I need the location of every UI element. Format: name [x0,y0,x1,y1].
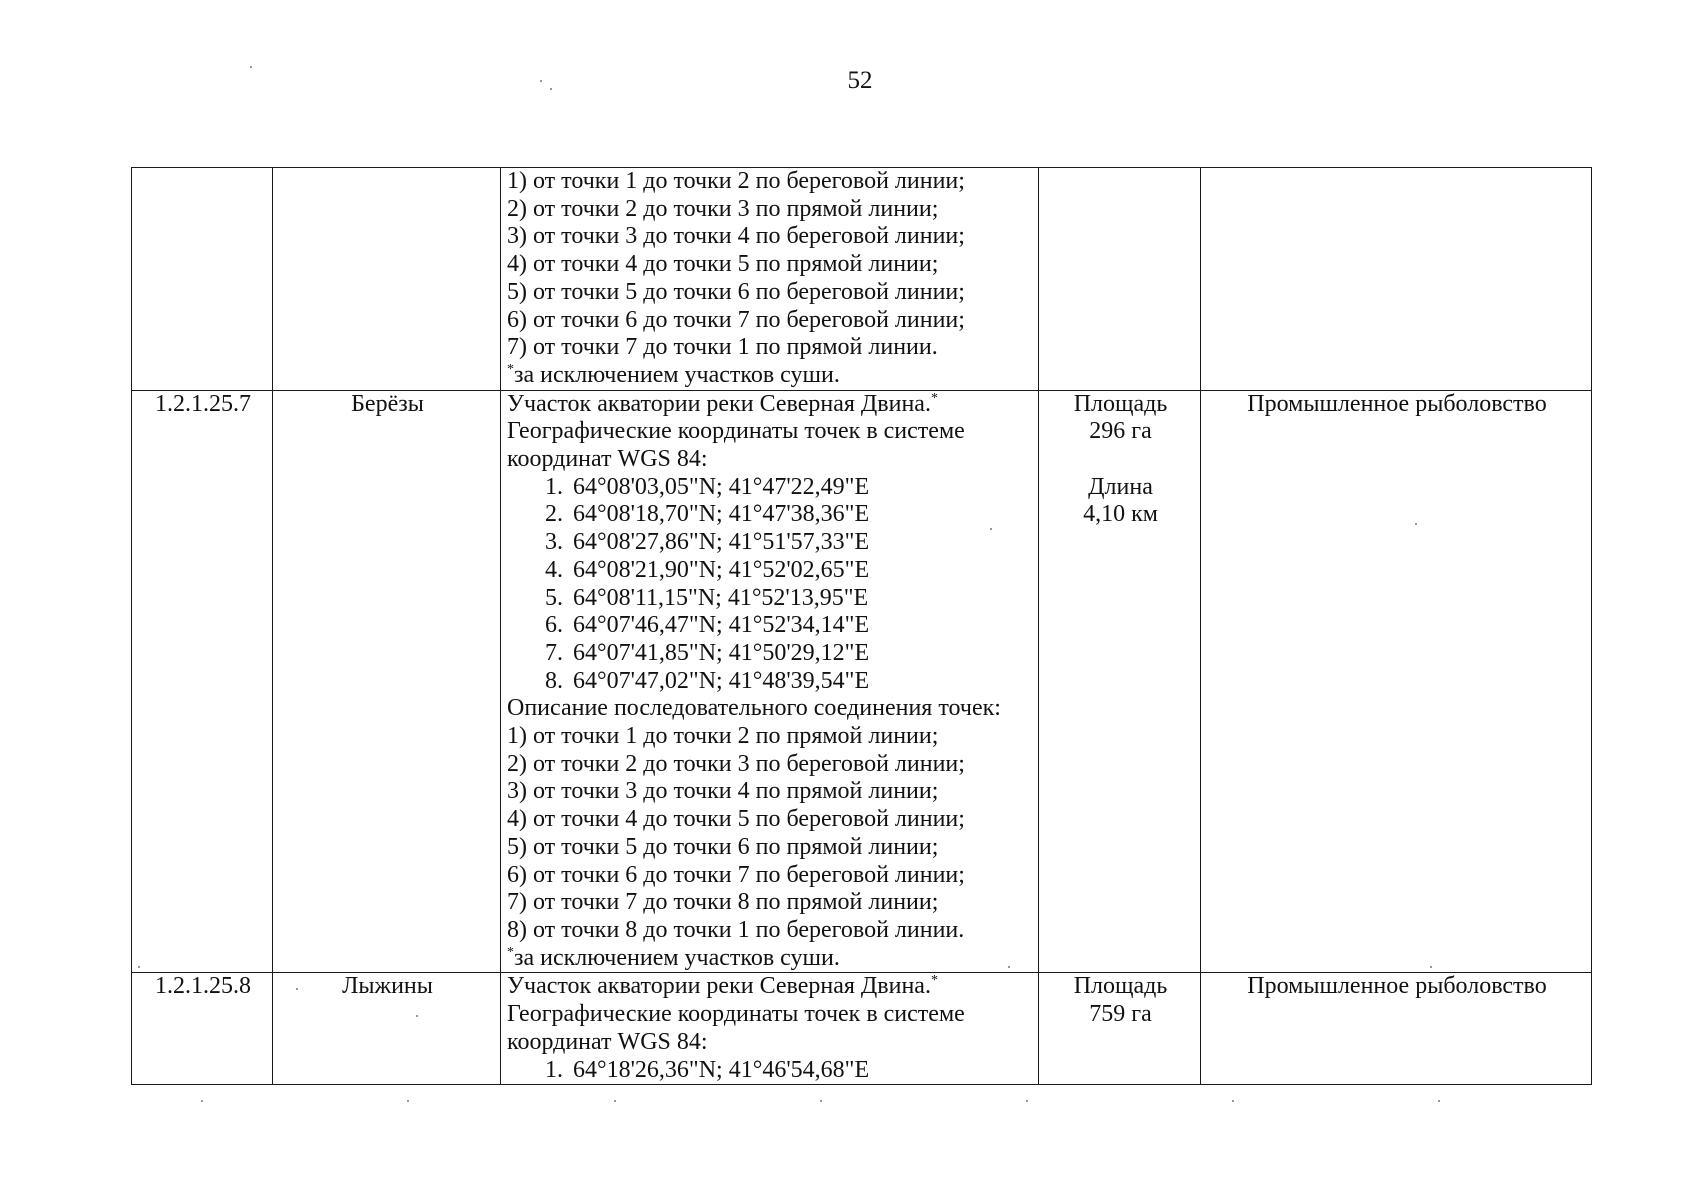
area-code-cell [132,390,273,973]
connection-text: 8) от точки 8 до точки 1 по береговой линии. [507,916,965,943]
connection-item [507,223,1034,251]
fishing-areas-table [131,167,1592,1085]
scan-speck [296,988,298,990]
table-body [132,168,1592,1085]
table-row [132,390,1592,973]
coordinate-item [507,668,1034,696]
connection-text: 7) от точки 7 до точки 8 по прямой линии; [507,889,939,916]
size-cell [1039,390,1201,973]
usage-cell [1201,973,1592,1085]
footnote-text: за исключением участков суши. [514,361,840,388]
scan-speck [1232,1100,1234,1102]
coordinate-value: 64°07'47,02"N; 41°48'39,54"E [573,667,870,694]
area-label: Площадь [1073,390,1168,417]
scan-speck [407,1100,409,1102]
scan-speck [201,1100,203,1102]
footnote-marker: * [930,973,938,989]
area-value: 296 га [1089,418,1152,445]
connection-item [507,334,1034,362]
footnote [507,362,1034,390]
table-row [132,973,1592,1085]
connection-text: 5) от точки 5 до точки 6 по прямой линии; [507,833,939,860]
connection-item [507,307,1034,335]
description-line [507,1029,1034,1057]
connections-title [507,695,1034,723]
area-code: 1.2.1.25.8 [155,973,251,1000]
scan-speck [1438,1100,1440,1102]
coordinate-number: 1. [545,473,563,500]
description-text: Участок акватории реки Северная Двина. [507,390,931,417]
boundary-description-cell [501,168,1039,391]
connection-item [507,778,1034,806]
coordinate-item [507,529,1034,557]
coordinate-number: 6. [545,612,563,639]
description-line [507,418,1034,446]
connection-item [507,168,1034,196]
boundary-description-cell [501,390,1039,973]
connection-text: 7) от точки 7 до точки 1 по прямой линии. [507,334,938,361]
scan-speck [550,88,552,90]
area-label: Площадь [1073,973,1168,1000]
area-name: Лыжины [342,973,433,1000]
description-line [507,446,1034,474]
coordinate-item [507,474,1034,502]
connection-item [507,862,1034,890]
connection-text: 3) от точки 3 до точки 4 по береговой линии; [507,223,965,250]
scan-speck [250,66,252,68]
coordinate-item [507,612,1034,640]
connection-item [507,889,1034,917]
connection-item [507,751,1034,779]
description-text: Географические координаты точек в системе [507,1001,965,1028]
connection-text: 3) от точки 3 до точки 4 по прямой линии; [507,778,939,805]
description-line [507,1001,1034,1029]
connection-text: 6) от точки 6 до точки 7 по береговой линии; [507,861,965,888]
area-name-cell [273,168,501,391]
coordinate-value: 64°18'26,36"N; 41°46'54,68"E [573,1056,870,1083]
connection-text: 1) от точки 1 до точки 2 по береговой линии; [507,168,965,194]
coordinate-number: 4. [545,556,563,583]
connection-text: 2) от точки 2 до точки 3 по прямой линии; [507,195,939,222]
footnote-marker: * [507,361,514,377]
connection-item [507,196,1034,224]
coordinates-list [507,474,1034,696]
footnote-marker: * [930,390,938,406]
scan-speck [820,1100,822,1102]
coordinate-value: 64°07'46,47"N; 41°52'34,14"E [573,612,870,639]
length-value: 4,10 км [1083,501,1158,528]
coordinates-list [507,1057,1034,1085]
connection-text: 4) от точки 4 до точки 5 по прямой линии; [507,251,939,278]
scan-speck [138,966,140,968]
usage-type: Промышленное рыболовство [1247,390,1547,417]
area-name-cell [273,390,501,973]
description-text: Участок акватории реки Северная Двина. [507,973,931,1000]
coordinate-item [507,1057,1034,1085]
description-text: координат WGS 84: [507,1028,708,1055]
table-row [132,168,1592,391]
usage-cell [1201,168,1592,391]
connection-text: 4) от точки 4 до точки 5 по береговой линии; [507,806,965,833]
spacer [1045,446,1196,474]
connection-text: 5) от точки 5 до точки 6 по береговой линии; [507,278,965,305]
coordinate-number: 5. [545,584,563,611]
scan-speck [1415,523,1417,525]
connection-text: 6) от точки 6 до точки 7 по береговой линии; [507,306,965,333]
coordinate-value: 64°08'03,05"N; 41°47'22,49"E [573,473,870,500]
area-name: Берёзы [351,390,424,417]
scan-speck [1026,1100,1028,1102]
area-name-cell [273,973,501,1085]
coordinate-item [507,501,1034,529]
size-cell [1039,168,1201,391]
coordinate-number: 2. [545,501,563,528]
description-text: Географические координаты точек в системе [507,418,965,445]
area-code-cell [132,973,273,1085]
description-line [507,391,1034,419]
area-code-cell [132,168,273,391]
scan-speck [614,1100,616,1102]
coordinate-number: 7. [545,639,563,666]
connection-item [507,251,1034,279]
description-line [507,973,1034,1001]
coordinate-number: 3. [545,529,563,556]
footnote-marker: * [507,944,514,960]
description-text: координат WGS 84: [507,446,708,473]
coordinate-item [507,585,1034,613]
coordinate-value: 64°08'18,70"N; 41°47'38,36"E [573,501,870,528]
connection-item [507,723,1034,751]
coordinate-value: 64°08'27,86"N; 41°51'57,33"E [573,529,870,556]
usage-type: Промышленное рыболовство [1247,973,1547,1000]
connection-item [507,834,1034,862]
coordinate-value: 64°08'21,90"N; 41°52'02,65"E [573,556,870,583]
connection-item [507,917,1034,945]
coordinate-value: 64°08'11,15"N; 41°52'13,95"E [573,584,869,611]
coordinate-item [507,557,1034,585]
size-cell [1039,973,1201,1085]
area-value: 759 га [1089,1001,1152,1028]
scan-speck [416,1015,418,1017]
coordinate-value: 64°07'41,85"N; 41°50'29,12"E [573,639,870,666]
connection-item [507,279,1034,307]
scan-speck [540,80,542,82]
scan-speck [1008,966,1010,968]
coordinate-number: 8. [545,667,563,694]
footnote [507,945,1034,973]
length-label: Длина [1088,473,1153,500]
connection-text: 1) от точки 1 до точки 2 по прямой линии; [507,723,939,750]
boundary-description-cell [501,973,1039,1085]
connection-text: 2) от точки 2 до точки 3 по береговой линии; [507,750,965,777]
scan-speck [990,528,992,530]
coordinate-item [507,640,1034,668]
area-code: 1.2.1.25.7 [155,390,251,417]
connection-item [507,806,1034,834]
footnote-text: за исключением участков суши. [514,944,840,971]
scan-speck [1430,966,1432,968]
usage-cell [1201,390,1592,973]
coordinate-number: 1. [545,1056,563,1083]
connections-title-text: Описание последовательного соединения точек: [507,695,1001,722]
page-number: 52 [847,67,873,94]
